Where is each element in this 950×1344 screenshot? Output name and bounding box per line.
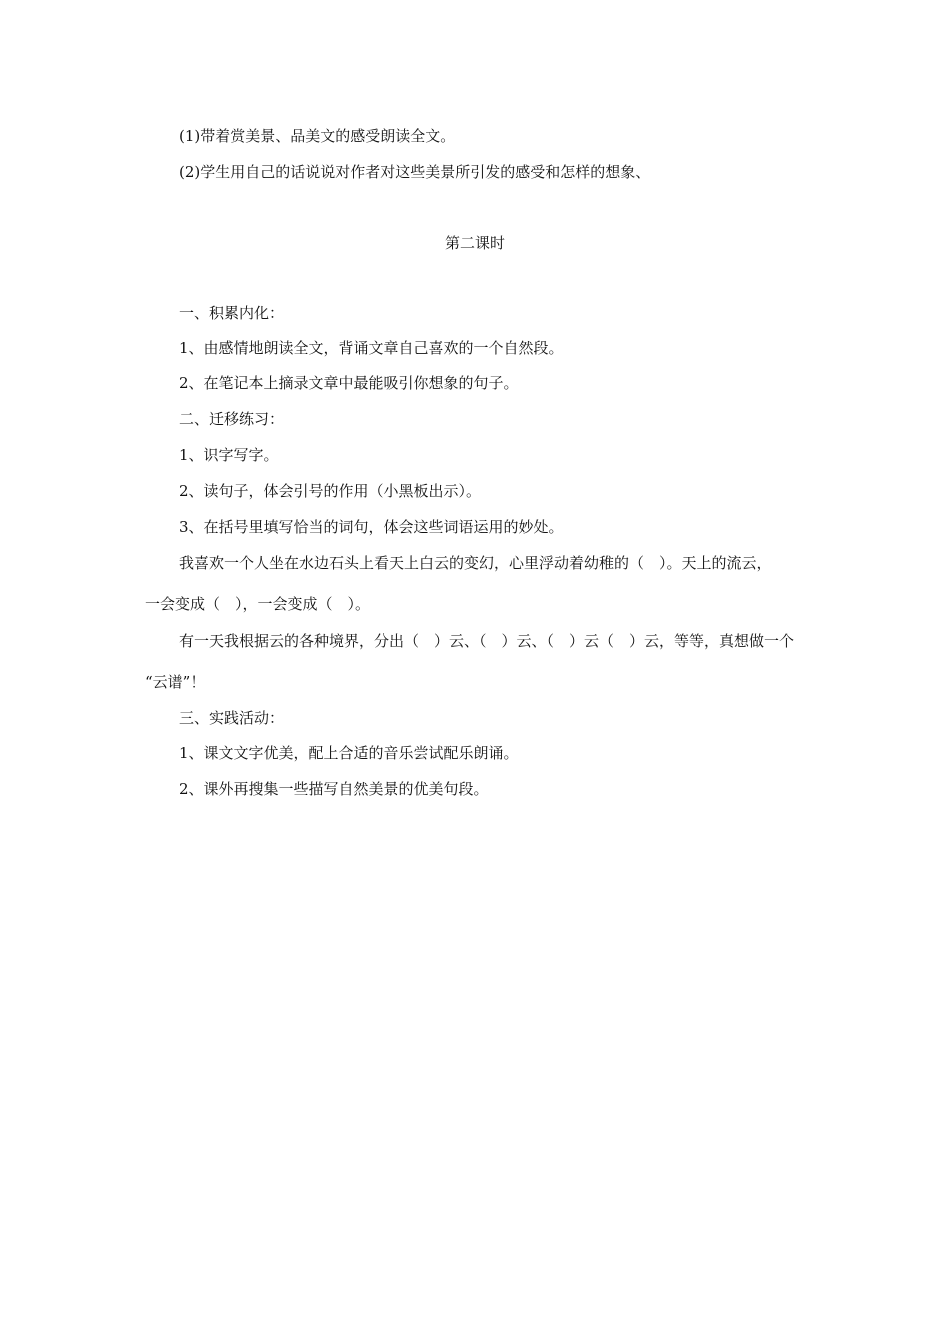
section1-heading: 一、积累内化： bbox=[179, 304, 285, 322]
section2-item-1: 1、识字写字。 bbox=[179, 446, 279, 464]
section1-item-2: 2、在笔记本上摘录文章中最能吸引你想象的句子。 bbox=[179, 374, 519, 392]
section2-item-2: 2、读句子，体会引号的作用（小黑板出示）。 bbox=[179, 482, 482, 500]
section3-heading: 三、实践活动： bbox=[179, 709, 285, 727]
section3-item-1: 1、课文文字优美，配上合适的音乐尝试配乐朗诵。 bbox=[179, 744, 519, 762]
lesson-title: 第二课时 bbox=[444, 234, 505, 252]
section2-item-3: 3、在括号里填写恰当的词句，体会这些词语运用的妙处。 bbox=[179, 518, 564, 536]
intro-line-2: (2)学生用自己的话说说对作者对这些美景所引发的感受和怎样的想象、 bbox=[179, 163, 651, 181]
fill-paragraph-2-line-1: 有一天我根据云的各种境界，分出（ ）云、（ ）云、（ ）云（ ）云，等等，真想做一个 bbox=[179, 632, 795, 650]
fill-paragraph-1-line-1: 我喜欢一个人坐在水边石头上看天上白云的变幻，心里浮动着幼稚的（ ）。天上的流云， bbox=[179, 554, 772, 572]
intro-line-1: (1)带着赏美景、品美文的感受朗读全文。 bbox=[179, 127, 456, 145]
fill-paragraph-1-line-2: 一会变成（ ），一会变成（ ）。 bbox=[145, 595, 371, 613]
fill-paragraph-2-line-2: “云谱”！ bbox=[145, 673, 206, 691]
section2-heading: 二、迁移练习： bbox=[179, 410, 285, 428]
section1-item-1: 1、由感情地朗读全文，背诵文章自己喜欢的一个自然段。 bbox=[179, 339, 564, 357]
section3-item-2: 2、课外再搜集一些描写自然美景的优美句段。 bbox=[179, 780, 489, 798]
